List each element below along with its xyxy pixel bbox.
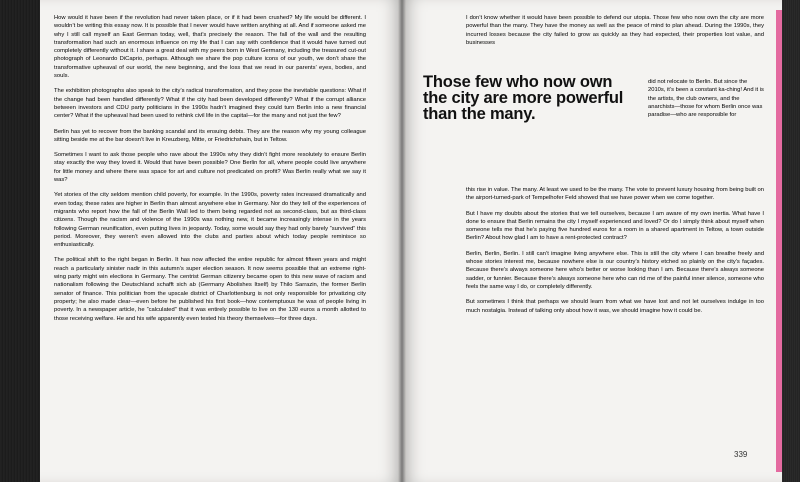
left-paragraph-4: Sometimes I want to ask those people who rave about the 1990s why they didn’t fight more resolutely to ensure Berlin stay exactly the way they loved it. Would that have been possible? One Berlin for all, where people could live anywhere for little money and where there was space for art and culture not predicated on profit? Was Berlin really what we say it was? — [54, 152, 366, 184]
right-top-paragraph: I don’t know whether it would have been possible to defend our utopia. Those few who now own the city are more powerful than the many. They have the money as well as the peace of mind to plan ahead. During the 1990s, they incurred losses because the city failed to grow as quickly as they had expected, their properties lost value, and businesses — [466, 15, 764, 46]
page-number: 339 — [734, 450, 748, 459]
left-paragraph-5: Yet stories of the city seldom mention child poverty, for example. In the 1990s, poverty rates increased dramatically and even today, these rates are higher in Berlin than almost anywhere else in Germany. Nor do they tell of the experiences of migrants who report how the fall of the Berlin Wall led to them being regarded not as second-class, but as third-class citizens. Though the racism and violence of the 1990s was nothing new, it became increasingly intense in the years following German reunification, even putting lives in jeopardy. Today, some would say they had only barely “survived” this period. Moreover, they weren’t even allowed into the clubs and parties about which today people reminisce so enthusiastically. — [54, 192, 366, 249]
left-paragraph-1: How would it have been if the revolution had never taken place, or if it had been crushed? My life would be different. I wouldn’t be writing this essay now. It is possible that I never would have written anything at all. And if someone asked me why I still call myself an East German today, well, that’s precisely the reason. The fall of the wall and the resulting transformation had such an enormous influence on my life that I can say with confidence that it would have turned out completely differently without it. I share a great deal with my peers born in West Germany, including the treasured cut-out photograph of Leonardo DiCaprio, perhaps. Although we share the pop culture icons of our youth, we don’t share the transformative upheaval of our world, the new beginning, and the loss that we read in our parents’ eyes, bodies, and souls. — [54, 15, 366, 80]
book-gutter — [398, 0, 406, 482]
accent-tab — [776, 10, 782, 472]
right-page-edges — [782, 0, 800, 482]
left-paragraph-2: The exhibition photographs also speak to the city’s radical transformation, and they pose the inevitable questions: What if the change had been handled differently? What if the city had been developed differently? What if the corrupt alliance between investors and CDU party politicians in the 1990s hadn’t imagined they could turn Berlin into a new financial center? What if the upheaval had been used to rethink civil life in the capital—for the many and not just the few? — [54, 88, 366, 120]
right-side-paragraph: did not relocate to Berlin. But since the 2010s, it’s been a constant ka-ching! And it is the artists, the club owners, and the anarchists—those for whom Berlin once was paradise—who are responsible for — [648, 79, 764, 119]
pull-quote: Those few who now own the city are more powerful than the many. — [423, 73, 624, 123]
right-continuation: this rise in value. The many. At least we used to be the many. The vote to prevent luxury housing from being built on the airport-turned-park of Tempelhofer Feld showed that we have power when we come together. — [466, 187, 764, 202]
right-top-text — [466, 14, 764, 54]
right-paragraph-2: Berlin, Berlin, Berlin. I still can’t imagine living anywhere else. This is still the city where I can breathe freely and whose stories interest me, because nowhere else is our country’s history etched so plainly on the city’s façades. Because there’s always someone here who’s better or worse looking than I am. Because there’s always someone sadder, or funnier. Because there’s always someone here who can rid me of the painful inner silence, someone who feels the same way I do, or completely differently. — [466, 250, 764, 290]
page-edge-stack — [0, 0, 40, 482]
left-paragraph-3: Berlin has yet to recover from the banking scandal and its ensuing debts. They are the reason why my young colleague sitting beside me at the bar doesn’t live in Kreuzberg, Mitte, or Friedrichshain, but in Teltow. — [54, 128, 366, 143]
left-text-column — [54, 14, 366, 330]
right-side-text — [648, 78, 764, 119]
right-paragraph-1: But I have my doubts about the stories that we tell ourselves, because I am aware of my own inertia. What have I done to ensure that Berlin remains the city I myself experienced and loved? Or do I simply think about myself when someone tells me that he’s paying five hundred euros for a room in a shared apartment in Teltow, a town outside Berlin? About how glad I am to have a rent-protected contract? — [466, 210, 764, 242]
left-paragraph-6: The political shift to the right began in Berlin. It has now affected the entire republic for almost fifteen years and might reach a particularly sinister nadir in this autumn’s super election season. It now seems possible that an extreme right-wing party might win elections in Germany. The centrist German citizenry became open to this new wave of racism and nationalism following the Deutschland schafft sich ab (Germany Abolishes Itself) by Thilo Sarrazin, the former Berlin senator of finance. This politician from the upscale district of Charlottenburg is not only responsible for privatizing city property; he also made clear—even before he published his first book—how contemptuous he was of people living in poverty. In a newspaper article, he “calculated” that it was entirely possible to live on the 130 euros a month allotted to those receiving welfare. He and his wife apparently even tested his theory themselves—for three days. — [54, 257, 366, 322]
right-body-column — [466, 186, 764, 322]
right-paragraph-3: But sometimes I think that perhaps we should learn from what we have lost and not let ourselves indulge in too much nostalgia. Instead of talking only about how it was, we should imagine how it could be. — [466, 299, 764, 314]
